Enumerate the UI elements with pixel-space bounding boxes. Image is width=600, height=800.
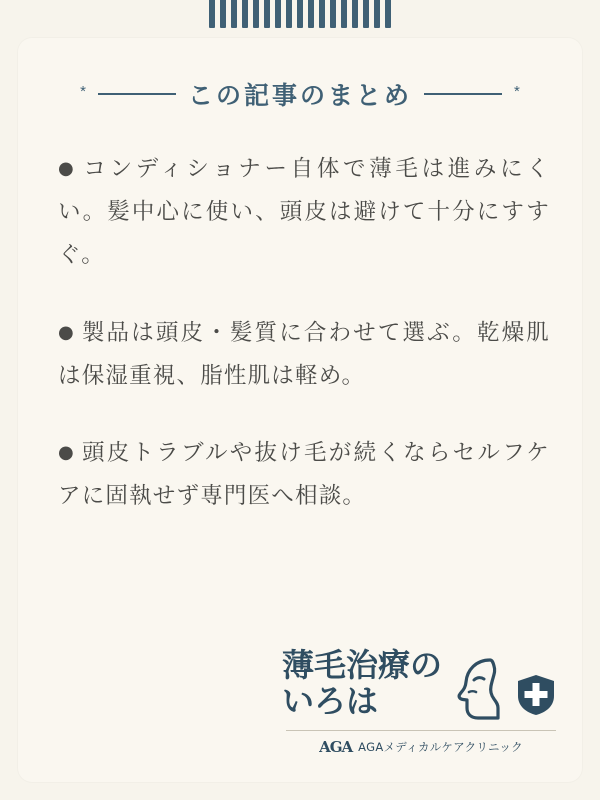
comb-bar	[297, 0, 303, 28]
heading-left-rule	[98, 93, 176, 95]
logo-line-2: いろは	[281, 682, 378, 721]
comb-bar	[231, 0, 237, 28]
comb-bar	[209, 0, 215, 28]
comb-bar	[363, 0, 369, 28]
summary-list	[58, 148, 550, 552]
comb-bar	[319, 0, 325, 28]
face-profile-icon	[450, 658, 508, 720]
comb-bar	[330, 0, 336, 28]
summary-card	[18, 38, 582, 782]
list-item-text: 頭皮トラブルや抜け毛が続くならセルフケアに固執せず専門医へ相談。	[58, 439, 550, 510]
comb-bar	[264, 0, 270, 28]
comb-bar	[308, 0, 314, 28]
list-item-text: 製品は頭皮・髪質に合わせて選ぶ。乾燥肌は保湿重視、脂性肌は軽め。	[58, 319, 550, 389]
logo-subtitle-row	[286, 730, 556, 756]
list-item-text: コンディショナー自体で薄毛は進みにくい。髪中心に使い、頭皮は避けて十分にすすぐ。	[58, 156, 551, 269]
top-comb-decoration	[0, 0, 600, 30]
aga-mark-icon: AGA	[319, 738, 353, 756]
comb-bar	[253, 0, 259, 28]
bullet-icon: ●	[58, 321, 76, 343]
bullet-icon: ●	[58, 158, 78, 179]
comb-bar	[242, 0, 248, 28]
section-heading	[18, 76, 582, 112]
logo-subtitle: AGAメディカルケアクリニック	[358, 740, 523, 754]
list-item	[58, 148, 550, 278]
bullet-icon: ●	[58, 441, 76, 463]
list-item	[58, 432, 550, 518]
list-item	[58, 312, 550, 398]
brand-logo	[281, 646, 556, 756]
comb-bar	[341, 0, 347, 28]
heading-left-star: *	[80, 82, 86, 100]
heading-right-star: *	[514, 82, 520, 100]
comb-bar	[220, 0, 226, 28]
comb-bar	[286, 0, 292, 28]
comb-bar	[374, 0, 380, 28]
comb-bar	[275, 0, 281, 28]
page-title: この記事のまとめ	[187, 81, 412, 110]
comb-bar	[352, 0, 358, 28]
logo-wordmark	[282, 648, 442, 720]
medical-shield-icon	[516, 674, 556, 716]
logo-line-1: 薄毛治療の	[281, 646, 442, 685]
heading-right-rule	[424, 93, 502, 95]
comb-bar	[385, 0, 391, 28]
logo-main-row	[281, 646, 556, 721]
